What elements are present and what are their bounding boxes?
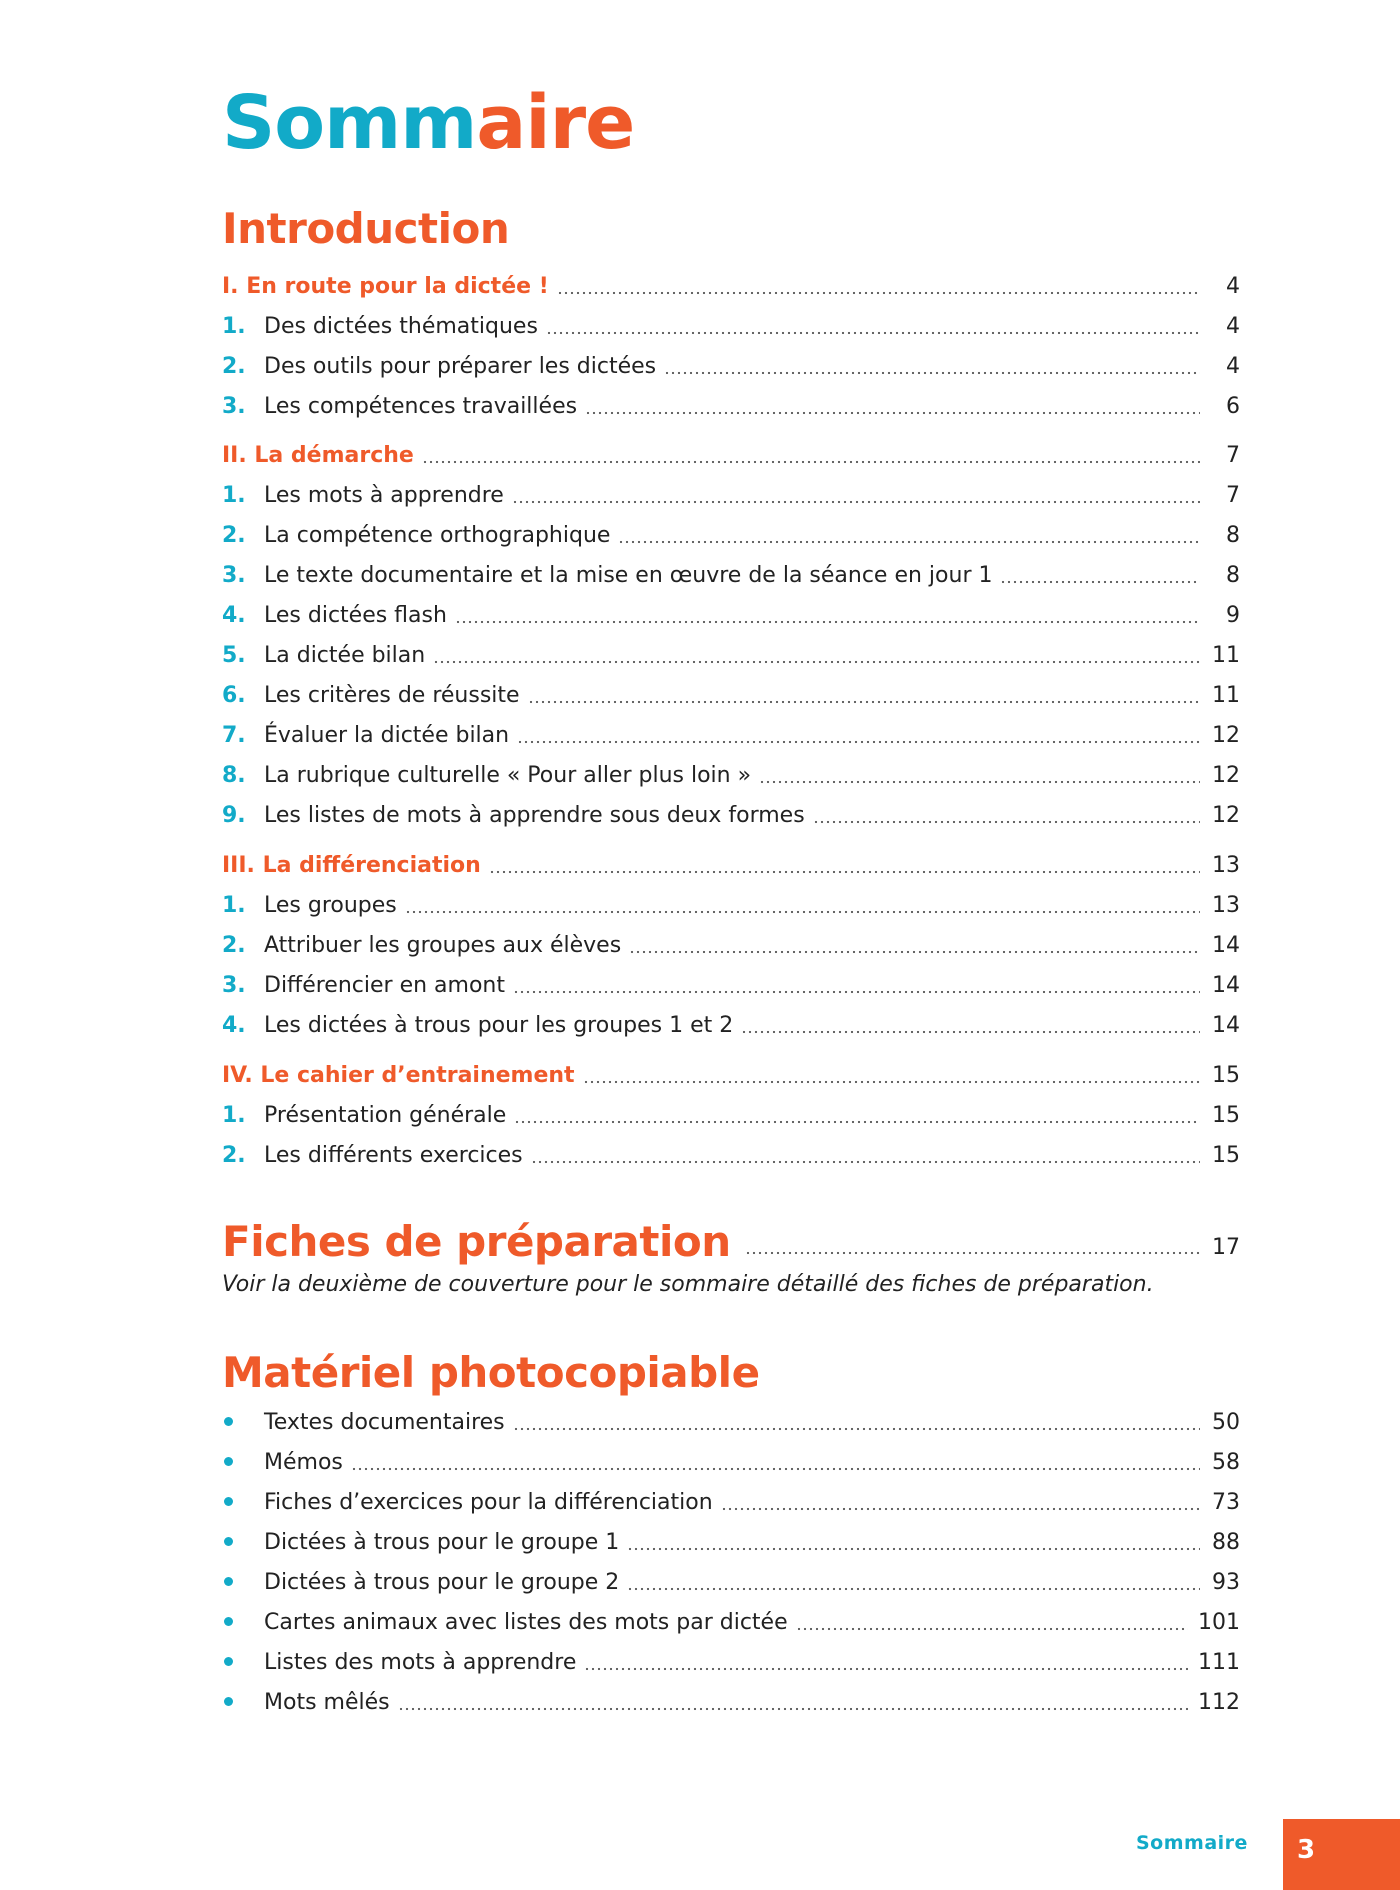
toc-item[interactable]	[222, 715, 1240, 755]
toc-page-number: 7	[1226, 442, 1240, 468]
toc-page-number: 8	[1226, 562, 1240, 588]
dot-leader	[584, 1666, 1188, 1672]
toc-item-number: 4.	[222, 1012, 246, 1038]
materiel-item[interactable]	[222, 1402, 1240, 1442]
dot-leader	[398, 1706, 1188, 1712]
toc-page-number: 93	[1212, 1569, 1240, 1595]
bullet-icon	[222, 1682, 264, 1722]
materiel-item[interactable]	[222, 1602, 1240, 1642]
toc-item-label: La rubrique culturelle « Pour aller plus loin »	[264, 762, 752, 788]
toc-item-number: 4.	[222, 602, 246, 628]
dot-leader	[721, 1506, 1200, 1512]
dot-leader	[796, 1626, 1188, 1632]
dot-leader	[627, 1546, 1200, 1552]
toc-page-number: 12	[1212, 802, 1240, 828]
toc-item-label: Les dictées à trous pour les groupes 1 et 2	[264, 1012, 734, 1038]
toc-part-3[interactable]	[222, 845, 1240, 885]
dot-leader	[528, 699, 1200, 705]
toc-item-label: Les mots à apprendre	[264, 482, 504, 508]
toc-page-number: 73	[1212, 1489, 1240, 1515]
fiches-row[interactable]	[222, 1214, 1240, 1270]
dot-leader	[664, 370, 1200, 376]
toc-item-number: 1.	[222, 313, 246, 339]
toc-page-number: 14	[1212, 932, 1240, 958]
dot-leader	[583, 1079, 1200, 1085]
toc-item-label: Présentation générale	[264, 1102, 507, 1128]
toc-item-label: Les dictées flash	[264, 602, 447, 628]
dot-leader	[405, 909, 1200, 915]
toc-item-label: Attribuer les groupes aux élèves	[264, 932, 622, 958]
page-number-tab	[1283, 1819, 1400, 1890]
dot-leader	[489, 869, 1200, 875]
dot-leader	[422, 459, 1200, 465]
toc-item[interactable]	[222, 346, 1240, 386]
toc-item[interactable]	[222, 755, 1240, 795]
toc-item[interactable]	[222, 475, 1240, 515]
toc-item-number: 3.	[222, 393, 246, 419]
toc-page-number: 101	[1198, 1609, 1240, 1635]
bullet-icon	[222, 1402, 264, 1442]
fiches-heading: Fiches de préparation	[222, 1217, 731, 1266]
toc-page-number: 13	[1212, 852, 1240, 878]
dot-leader	[455, 619, 1200, 625]
dot-leader	[627, 1586, 1200, 1592]
toc-page-number: 11	[1212, 642, 1240, 668]
toc-page-number: 112	[1198, 1689, 1240, 1715]
toc-page-number: 8	[1226, 522, 1240, 548]
page-title-part1: Somm	[222, 80, 477, 166]
toc-item-number: 1.	[222, 482, 246, 508]
toc-page-number: 4	[1226, 273, 1240, 299]
dot-leader	[745, 1250, 1202, 1256]
toc-item-label: Évaluer la dictée bilan	[264, 722, 510, 748]
toc-page-number: 13	[1212, 892, 1240, 918]
toc-item[interactable]	[222, 635, 1240, 675]
toc-item-label: Dictées à trous pour le groupe 2	[264, 1569, 620, 1595]
toc-item[interactable]	[222, 1005, 1240, 1045]
toc-page-number: 50	[1212, 1409, 1240, 1435]
dot-leader	[629, 949, 1200, 955]
dot-leader	[813, 819, 1200, 825]
toc-item-label: Listes des mots à apprendre	[264, 1649, 577, 1675]
toc-item-number: 6.	[222, 682, 246, 708]
toc-page-number: 14	[1212, 1012, 1240, 1038]
bullet-icon	[222, 1442, 264, 1482]
toc-page-number: 7	[1226, 482, 1240, 508]
toc-item[interactable]	[222, 595, 1240, 635]
toc-page-number: 4	[1226, 313, 1240, 339]
toc-page-number: 58	[1212, 1449, 1240, 1475]
toc-part-4[interactable]	[222, 1055, 1240, 1095]
page-title-part2: aire	[476, 80, 635, 166]
toc-item-label: La dictée bilan	[264, 642, 426, 668]
toc-item-label: Les compétences travaillées	[264, 393, 578, 419]
materiel-item[interactable]	[222, 1522, 1240, 1562]
toc-item-number: 3.	[222, 562, 246, 588]
materiel-item[interactable]	[222, 1562, 1240, 1602]
toc-page-number: 14	[1212, 972, 1240, 998]
toc-item[interactable]	[222, 965, 1240, 1005]
toc-item-number: 1.	[222, 892, 246, 918]
toc-page-number: 111	[1198, 1649, 1240, 1675]
dot-leader	[433, 659, 1200, 665]
materiel-item[interactable]	[222, 1482, 1240, 1522]
toc-item-number: 9.	[222, 802, 246, 828]
materiel-item[interactable]	[222, 1682, 1240, 1722]
dot-leader	[512, 499, 1200, 505]
footer-section-label: Sommaire	[1136, 1832, 1248, 1854]
toc-item[interactable]	[222, 555, 1240, 595]
toc-part-2[interactable]	[222, 435, 1240, 475]
dot-leader	[585, 410, 1200, 416]
toc-page-number: 6	[1226, 393, 1240, 419]
materiel-heading: Matériel photocopiable	[222, 1348, 760, 1397]
toc-item-number: 2.	[222, 1142, 246, 1168]
toc-item-label: Textes documentaires	[264, 1409, 505, 1435]
toc-item-number: 1.	[222, 1102, 246, 1128]
toc-page-number: 88	[1212, 1529, 1240, 1555]
toc-item[interactable]	[222, 675, 1240, 715]
toc-part-label: IV. Le cahier d’entrainement	[222, 1062, 575, 1088]
toc-item-number: 7.	[222, 722, 246, 748]
dot-leader	[546, 330, 1200, 336]
toc-item-label: Des dictées thématiques	[264, 313, 538, 339]
toc-page-number: 11	[1212, 682, 1240, 708]
toc-item-number: 2.	[222, 353, 246, 379]
toc-item-label: Dictées à trous pour le groupe 1	[264, 1529, 620, 1555]
toc-item[interactable]	[222, 515, 1240, 555]
toc-item[interactable]	[222, 885, 1240, 925]
dot-leader	[531, 1159, 1200, 1165]
toc-page-number: 15	[1212, 1102, 1240, 1128]
dot-leader	[517, 739, 1200, 745]
toc-item-label: Des outils pour préparer les dictées	[264, 353, 657, 379]
toc-page-number: 12	[1212, 722, 1240, 748]
toc-item[interactable]	[222, 386, 1240, 426]
toc-item-label: Différencier en amont	[264, 972, 505, 998]
toc-item[interactable]	[222, 1095, 1240, 1135]
toc-part-label: I. En route pour la dictée !	[222, 273, 549, 299]
toc-page-number: 4	[1226, 353, 1240, 379]
page-number: 3	[1297, 1835, 1316, 1865]
bullet-icon	[222, 1522, 264, 1562]
dot-leader	[557, 290, 1200, 296]
toc-item-label: Le texte documentaire et la mise en œuvre de la séance en jour 1	[264, 562, 993, 588]
toc-page-number: 15	[1212, 1142, 1240, 1168]
dot-leader	[741, 1029, 1200, 1035]
toc-item-number: 5.	[222, 642, 246, 668]
toc-part-1[interactable]	[222, 266, 1240, 306]
toc-item-label: Fiches d’exercices pour la différenciation	[264, 1489, 713, 1515]
fiches-note: Voir la deuxième de couverture pour le sommaire détaillé des fiches de préparation.	[222, 1272, 1154, 1297]
page-title	[222, 78, 634, 168]
toc-item-label: Mots mêlés	[264, 1689, 390, 1715]
toc-item-number: 2.	[222, 522, 246, 548]
toc-item[interactable]	[222, 1135, 1240, 1175]
dot-leader	[759, 779, 1200, 785]
toc-page-number: 9	[1226, 602, 1240, 628]
toc-part-label: II. La démarche	[222, 442, 414, 468]
toc-item-number: 3.	[222, 972, 246, 998]
bullet-icon	[222, 1562, 264, 1602]
toc-item-label: La compétence orthographique	[264, 522, 611, 548]
bullet-icon	[222, 1482, 264, 1522]
toc-item-label: Les groupes	[264, 892, 397, 918]
toc-item-label: Les listes de mots à apprendre sous deux formes	[264, 802, 805, 828]
bullet-icon	[222, 1642, 264, 1682]
toc-item-label: Cartes animaux avec listes des mots par dictée	[264, 1609, 788, 1635]
toc-item-label: Mémos	[264, 1449, 343, 1475]
dot-leader	[514, 1119, 1200, 1125]
dot-leader	[1000, 579, 1200, 585]
toc-item[interactable]	[222, 795, 1240, 835]
toc-part-label: III. La différenciation	[222, 852, 481, 878]
materiel-item[interactable]	[222, 1442, 1240, 1482]
introduction-heading: Introduction	[222, 204, 510, 253]
toc-item[interactable]	[222, 306, 1240, 346]
toc-page-number: 12	[1212, 762, 1240, 788]
bullet-icon	[222, 1602, 264, 1642]
dot-leader	[618, 539, 1200, 545]
materiel-item[interactable]	[222, 1642, 1240, 1682]
toc-item[interactable]	[222, 925, 1240, 965]
dot-leader	[513, 1426, 1200, 1432]
dot-leader	[351, 1466, 1200, 1472]
toc-page-number: 15	[1212, 1062, 1240, 1088]
toc-item-label: Les critères de réussite	[264, 682, 520, 708]
toc-page-number: 17	[1212, 1234, 1240, 1260]
toc-item-number: 8.	[222, 762, 246, 788]
toc-item-number: 2.	[222, 932, 246, 958]
dot-leader	[513, 989, 1200, 995]
toc-item-label: Les différents exercices	[264, 1142, 523, 1168]
